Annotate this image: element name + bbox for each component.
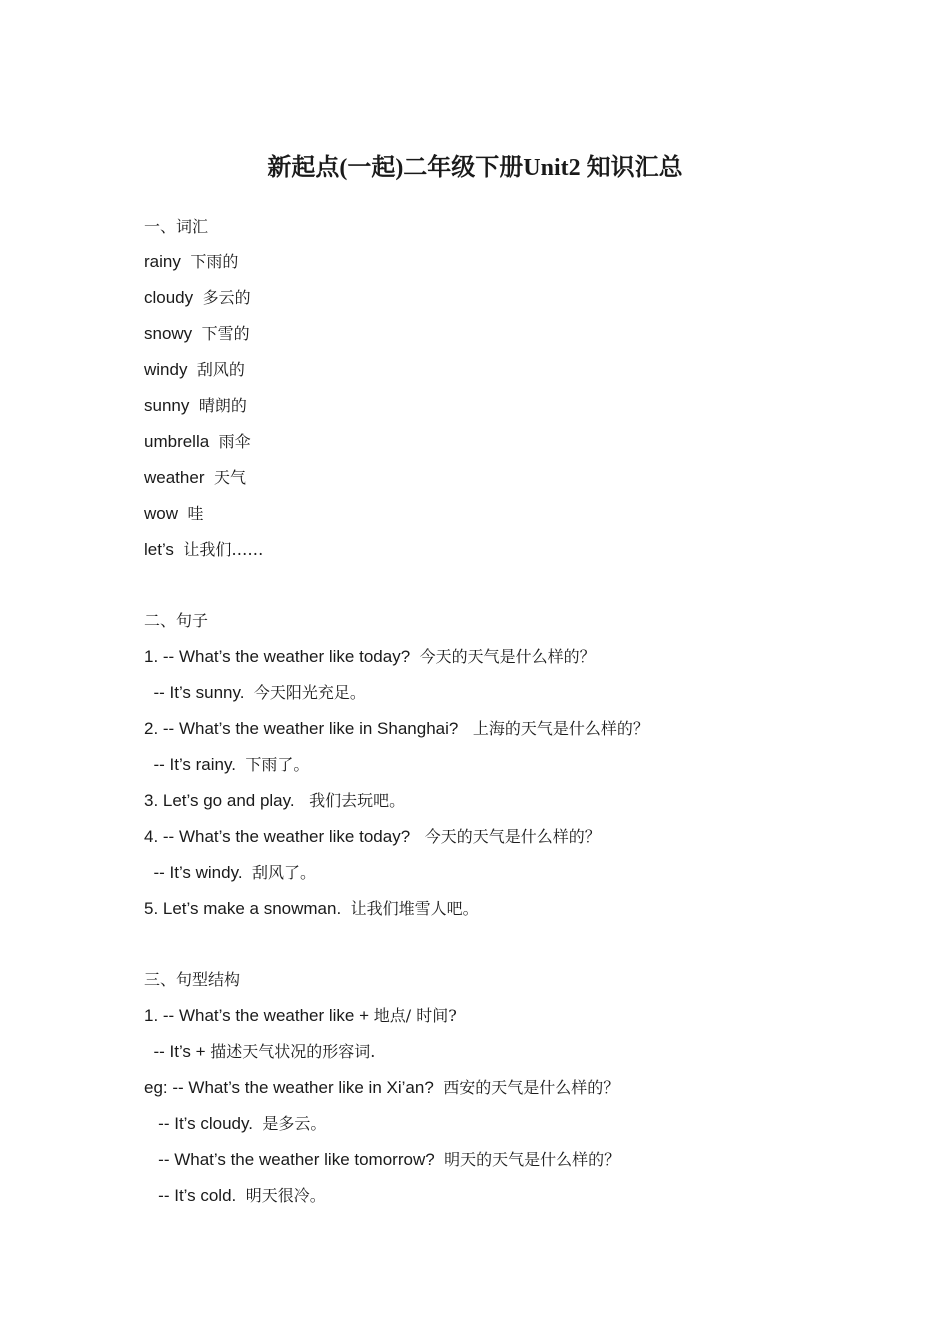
pattern-line [144,1001,457,1031]
vocab-zh: 下雨的 [190,252,239,271]
pattern-line [144,1037,375,1067]
vocab-item [144,283,251,313]
sentence-zh: 让我们堆雪人吧。 [350,899,479,918]
vocab-item [144,355,245,385]
vocab-en: rainy [144,252,181,271]
sentence-en: -- It’s rainy. [144,755,236,774]
pattern-zh: 明天的天气是什么样的？ [444,1150,621,1169]
sentence-en: 2. -- What’s the weather like in Shanghai? [144,719,459,738]
pattern-en: -- It’s cold. [144,1186,237,1205]
section-heading-vocab: 一、词汇 [144,217,209,236]
section-heading-patterns: 三、句型结构 [144,970,241,989]
sentence-en: 1. -- What’s the weather like today? [144,647,411,666]
pattern-zh: 地点/ 时间? [373,1006,457,1025]
vocab-zh: 多云的 [202,288,251,307]
sentence-line [144,894,479,924]
vocab-en: cloudy [144,288,194,307]
pattern-zh: 描述天气状况的形容词. [210,1042,376,1061]
sentence-en: 4. -- What’s the weather like today? [144,827,411,846]
sentence-zh: 今天阳光充足。 [253,683,366,702]
pattern-en: -- It’s + [144,1042,206,1061]
pattern-zh: 西安的天气是什么样的？ [443,1078,620,1097]
sentence-zh: 今天的天气是什么样的？ [419,647,596,666]
vocab-item [144,319,250,349]
vocab-en: windy [144,360,188,379]
vocab-en: weather [144,468,205,487]
sentence-en: 5. Let’s make a snowman. [144,899,342,918]
vocab-en: umbrella [144,432,210,451]
pattern-en: -- It’s cloudy. [144,1114,253,1133]
vocab-item [144,499,203,529]
sentence-line [144,786,405,816]
pattern-en: -- What’s the weather like tomorrow? [144,1150,435,1169]
sentence-line [144,642,596,672]
pattern-en: eg: -- What’s the weather like in Xi’an? [144,1078,434,1097]
vocab-en: snowy [144,324,193,343]
vocab-en: wow [144,504,179,523]
sentence-zh: 今天的天气是什么样的？ [419,827,601,846]
sentence-zh: 刮风了。 [252,863,317,882]
vocab-item [144,427,251,457]
sentence-zh: 上海的天气是什么样的？ [467,719,649,738]
pattern-zh: 是多云。 [262,1114,327,1133]
vocab-item [144,535,263,565]
vocab-item [144,391,247,421]
vocab-item [144,247,238,277]
pattern-en: 1. -- What’s the weather like + [144,1006,370,1025]
pattern-line [144,1073,619,1103]
vocab-zh: 雨伞 [218,432,251,451]
vocab-zh: 晴朗的 [198,396,247,415]
sentence-line [144,750,309,780]
pattern-line [144,1109,326,1139]
sentence-en: 3. Let’s go and play. [144,791,295,810]
sentence-line [144,678,366,708]
vocab-zh: 刮风的 [196,360,245,379]
vocab-item [144,463,246,493]
vocab-zh: 下雪的 [201,324,250,343]
sentence-en: -- It’s windy. [144,863,243,882]
document-title: 新起点(一起)二年级下册Unit2 知识汇总 [267,155,683,181]
pattern-line [144,1181,326,1211]
sentence-line [144,822,601,852]
sentence-zh: 下雨了。 [245,755,310,774]
sentence-line [144,714,649,744]
vocab-zh: 天气 [213,468,246,487]
sentence-zh: 我们去玩吧。 [304,791,406,810]
vocab-en: sunny [144,396,190,415]
vocab-en: let’s [144,540,174,559]
section-heading-sentences: 二、句子 [144,611,209,630]
sentence-en: -- It’s sunny. [144,683,245,702]
pattern-line [144,1145,620,1175]
vocab-zh: 让我们…… [183,540,264,559]
vocab-zh: 哇 [187,504,204,523]
sentence-line [144,858,316,888]
pattern-zh: 明天很冷。 [245,1186,326,1205]
